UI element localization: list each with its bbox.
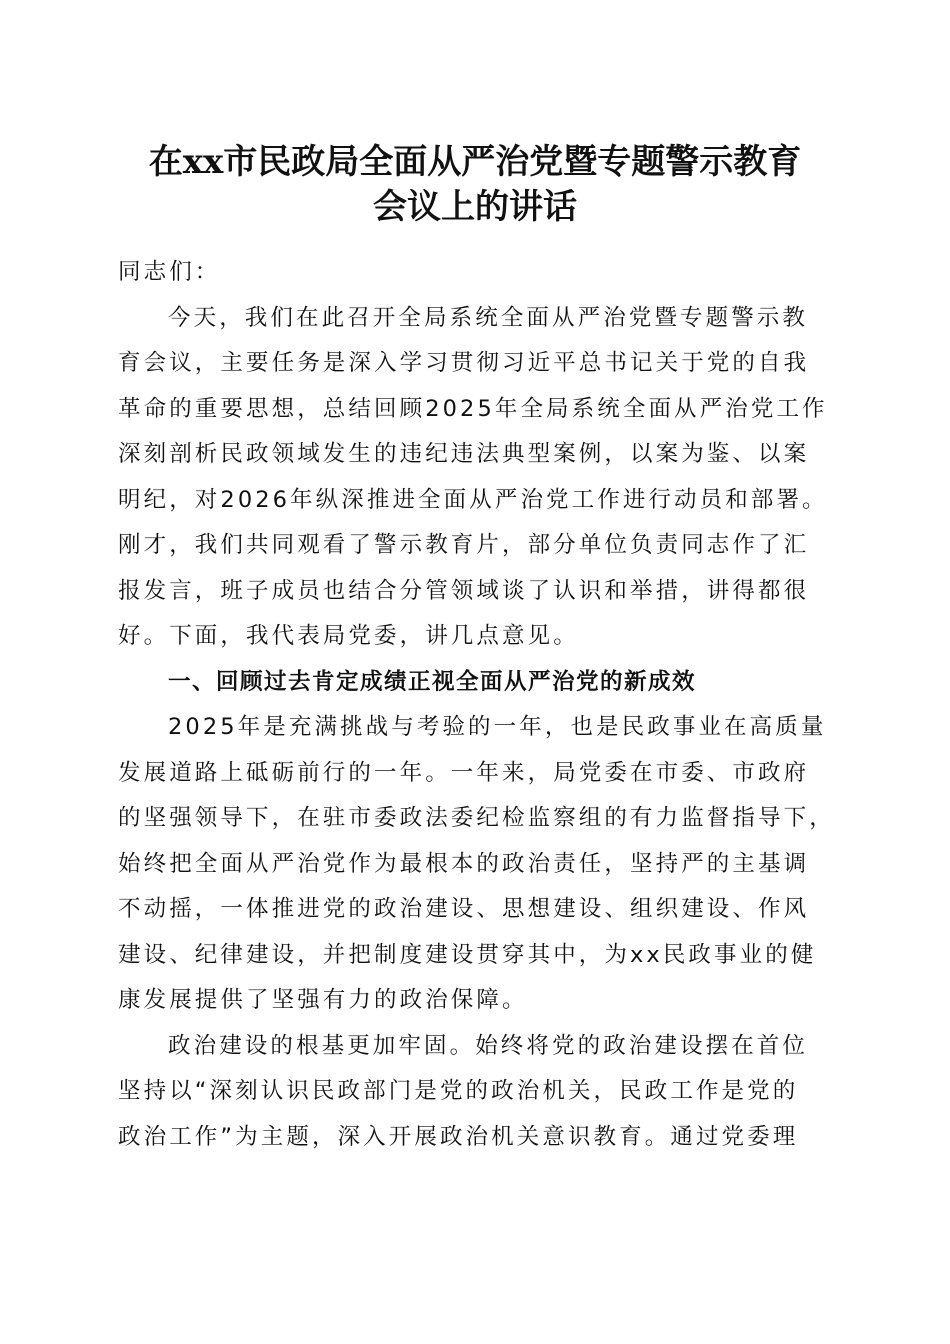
salutation: 同志们： [118,259,221,285]
body-line: 不动摇，一体推进党的政治建设、思想建设、组织建设、作风 [118,896,810,922]
body-line: 深刻剖析民政领域发生的违纪违法典型案例，以案为鉴、以案 [118,441,810,467]
body-line: 2025年是充满挑战与考验的一年，也是民政事业在高质量 [168,714,827,740]
body-line: 政治建设的根基更加牢固。始终将党的政治建设摆在首位 [168,1032,809,1059]
section-heading: 一、回顾过去肯定成绩正视全面从严治党的新成效 [168,668,697,695]
body-line: 康发展提供了坚强有力的政治保障。 [118,987,528,1013]
body-line: 好。下面，我代表局党委，讲几点意见。 [118,623,579,649]
body-line: 今天，我们在此召开全局系统全面从严治党暨专题警示教 [168,304,809,331]
body-line: 报发言，班子成员也结合分管领域谈了认识和举措，讲得都很 [118,577,810,604]
body-line: 刚才，我们共同观看了警示教育片，部分单位负责同志作了汇 [118,532,810,558]
body-line: 育会议，主要任务是深入学习贯彻习近平总书记关于党的自我 [118,350,810,376]
document-title-line-1: 在xx市民政局全面从严治党暨专题警示教育 [148,142,802,182]
document-title-line-2: 会议上的讲话 [373,187,577,227]
body-line: 始终把全面从严治党作为最根本的政治责任，坚持严的主基调 [118,850,810,877]
body-line: 明纪，对2026年纵深推进全面从严治党工作进行动员和部署。 [118,486,828,513]
document-body [118,250,838,1160]
body-line: 的坚强领导下，在驻市委政法委纪检监察组的有力监督指导下， [118,805,835,831]
body-line: 革命的重要思想，总结回顾2025年全局系统全面从严治党工作 [118,395,828,422]
body-line: 政治工作”为主题，深入开展政治机关意识教育。通过党委理 [118,1123,799,1150]
body-line: 坚持以“深刻认识民政部门是党的政治机关，民政工作是党的 [118,1078,799,1104]
body-line: 建设、纪律建设，并把制度建设贯穿其中，为xx民政事业的健 [118,941,817,968]
body-line: 发展道路上砥砺前行的一年。一年来，局党委在市委、市政府 [118,759,810,786]
